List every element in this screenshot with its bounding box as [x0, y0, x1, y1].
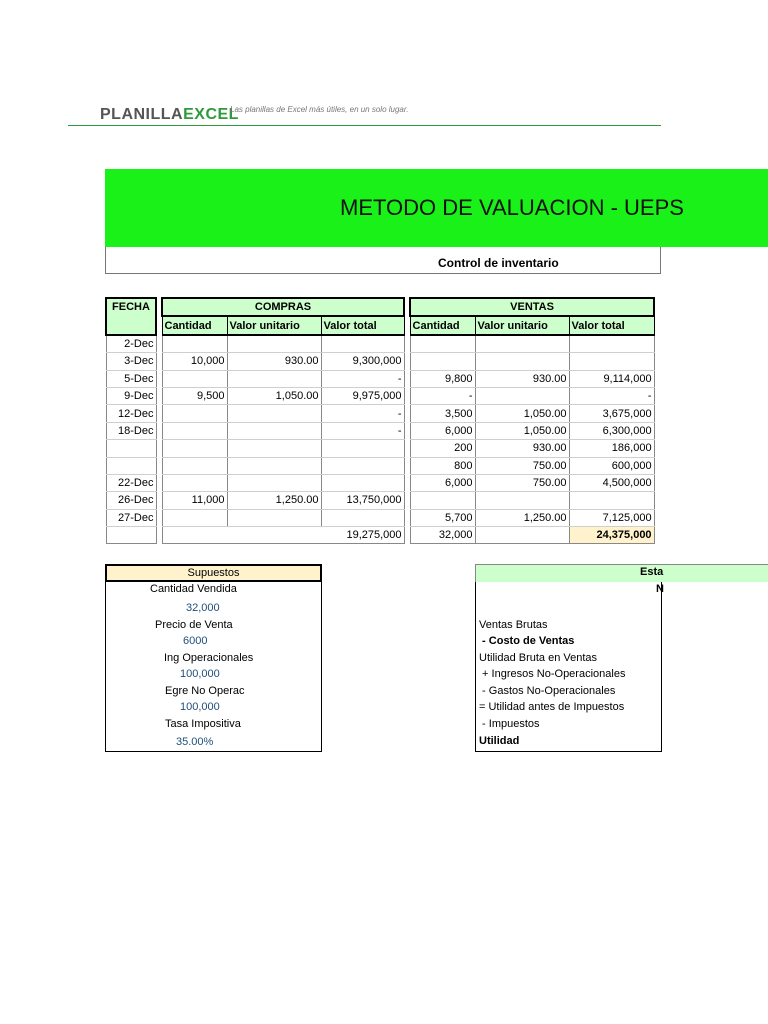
cell-v-cant: 800 [410, 457, 475, 474]
estado-utilidad-bruta: Utilidad Bruta en Ventas [479, 652, 598, 664]
cell-c-cant: 11,000 [162, 492, 227, 509]
cell-c-total: 9,975,000 [321, 387, 404, 404]
cell-fecha: 26-Dec [106, 492, 156, 509]
cell-fecha: 12-Dec [106, 405, 156, 422]
cell-v-unit: 930.00 [475, 370, 569, 387]
cell-fecha: 2-Dec [106, 335, 156, 353]
table-row [106, 474, 654, 491]
cell-c-cant [162, 440, 227, 457]
cell-c-total: - [321, 370, 404, 387]
totals-row [106, 527, 654, 544]
table-row [106, 405, 654, 422]
cell-v-total: 7,125,000 [569, 509, 654, 526]
compras-total-header: Valor total [321, 316, 404, 334]
inventory-table [105, 297, 655, 544]
cell-fecha: 5-Dec [106, 370, 156, 387]
cell-v-cant: 6,000 [410, 422, 475, 439]
totals-fecha [106, 527, 156, 544]
estado-gastos-no-op: - Gastos No-Operacionales [479, 685, 616, 697]
cell-fecha: 18-Dec [106, 422, 156, 439]
cell-c-total: - [321, 422, 404, 439]
estado-ventas-brutas: Ventas Brutas [479, 619, 548, 631]
cell-v-cant [410, 492, 475, 509]
cell-fecha: 9-Dec [106, 387, 156, 404]
cell-v-cant: 5,700 [410, 509, 475, 526]
cell-c-unit [227, 370, 321, 387]
compras-total-sum: 19,275,000 [162, 527, 404, 544]
sup-label-precio: Precio de Venta [155, 619, 233, 631]
cell-c-unit: 930.00 [227, 353, 321, 370]
cell-v-cant [410, 353, 475, 370]
estado-utilidad-antes-impuestos: = Utilidad antes de Impuestos [479, 701, 625, 713]
cell-c-cant: 10,000 [162, 353, 227, 370]
cell-v-total [569, 353, 654, 370]
cell-c-unit [227, 422, 321, 439]
cell-v-unit: 750.00 [475, 474, 569, 491]
cell-v-total [569, 492, 654, 509]
sup-label-tasa: Tasa Impositiva [165, 718, 241, 730]
cell-c-unit [227, 457, 321, 474]
cell-c-cant [162, 474, 227, 491]
table-subheader-row [106, 316, 654, 334]
cell-fecha: 3-Dec [106, 353, 156, 370]
cell-c-total [321, 474, 404, 491]
cell-v-total [569, 335, 654, 353]
cell-c-unit [227, 440, 321, 457]
compras-cantidad-header: Cantidad [162, 316, 227, 334]
cell-fecha [106, 440, 156, 457]
table-row [106, 335, 654, 353]
cell-v-total: 600,000 [569, 457, 654, 474]
cell-c-cant [162, 405, 227, 422]
cell-v-unit: 1,050.00 [475, 422, 569, 439]
cell-v-cant: 200 [410, 440, 475, 457]
brand-logo [100, 106, 239, 124]
table-row [106, 440, 654, 457]
cell-c-cant: 9,500 [162, 387, 227, 404]
cell-v-unit [475, 492, 569, 509]
cell-v-total: 9,114,000 [569, 370, 654, 387]
ventas-cantidad-header: Cantidad [410, 316, 475, 334]
ventas-total-sum: 24,375,000 [569, 527, 654, 544]
cell-v-unit: 1,250.00 [475, 509, 569, 526]
estado-subheader: N [656, 583, 664, 595]
cell-c-total: - [321, 405, 404, 422]
estado-header-band [475, 564, 768, 582]
cell-c-total: 13,750,000 [321, 492, 404, 509]
table-header-row [106, 298, 654, 316]
cell-c-unit [227, 509, 321, 526]
cell-c-total: 9,300,000 [321, 353, 404, 370]
brand-part1: PLANILLA [100, 106, 184, 123]
cell-c-unit [227, 405, 321, 422]
cell-v-unit: 750.00 [475, 457, 569, 474]
estado-costo-ventas: - Costo de Ventas [479, 635, 575, 647]
cell-v-cant: 9,800 [410, 370, 475, 387]
cell-c-unit: 1,250.00 [227, 492, 321, 509]
compras-header: COMPRAS [162, 298, 404, 316]
cell-v-total: - [569, 387, 654, 404]
cell-c-cant [162, 370, 227, 387]
sup-value-tasa: 35.00% [176, 736, 214, 748]
cell-v-total: 3,675,000 [569, 405, 654, 422]
sup-label-egre: Egre No Operac [165, 685, 245, 697]
cell-v-unit: 1,050.00 [475, 405, 569, 422]
ventas-cantidad-sum: 32,000 [410, 527, 475, 544]
page-subtitle: Control de inventario [438, 256, 559, 270]
estado-header: Esta [640, 566, 664, 578]
table-row [106, 457, 654, 474]
cell-c-cant [162, 509, 227, 526]
cell-c-total [321, 440, 404, 457]
subtitle-box [105, 247, 661, 274]
sup-value-precio: 6000 [183, 635, 208, 647]
compras-unitario-header: Valor unitario [227, 316, 321, 334]
cell-c-unit [227, 474, 321, 491]
sup-label-cantidad: Cantidad Vendida [150, 583, 237, 595]
sup-label-ing: Ing Operacionales [164, 652, 254, 664]
brand-part2: EXCEL [183, 106, 239, 123]
cell-c-total [321, 335, 404, 353]
cell-v-total: 6,300,000 [569, 422, 654, 439]
cell-v-unit [475, 335, 569, 353]
table-row [106, 509, 654, 526]
ventas-unitario-sum [475, 527, 569, 544]
cell-c-unit: 1,050.00 [227, 387, 321, 404]
cell-c-total [321, 509, 404, 526]
ventas-header: VENTAS [410, 298, 654, 316]
cell-c-cant [162, 422, 227, 439]
estado-impuestos: - Impuestos [479, 718, 540, 730]
sup-value-cantidad: 32,000 [186, 602, 220, 614]
cell-v-total: 186,000 [569, 440, 654, 457]
table-row [106, 370, 654, 387]
brand-tagline: Las planillas de Excel más útiles, en un solo lugar. [230, 105, 409, 114]
cell-c-unit [227, 335, 321, 353]
page-title: METODO DE VALUACION - UEPS [340, 195, 684, 220]
cell-v-cant [410, 335, 475, 353]
fecha-header: FECHA [106, 298, 156, 335]
table-row [106, 387, 654, 404]
cell-c-cant [162, 457, 227, 474]
brand-divider [68, 125, 661, 126]
cell-fecha [106, 457, 156, 474]
cell-c-cant [162, 335, 227, 353]
sup-value-egre: 100,000 [180, 701, 220, 713]
cell-fecha: 27-Dec [106, 509, 156, 526]
ventas-total-header: Valor total [569, 316, 654, 334]
ventas-unitario-header: Valor unitario [475, 316, 569, 334]
cell-v-unit [475, 387, 569, 404]
estado-ingresos-no-op: + Ingresos No-Operacionales [479, 668, 626, 680]
sup-value-ing: 100,000 [180, 668, 220, 680]
cell-c-total [321, 457, 404, 474]
table-row [106, 492, 654, 509]
cell-v-cant: - [410, 387, 475, 404]
table-row [106, 422, 654, 439]
cell-v-unit: 930.00 [475, 440, 569, 457]
cell-v-cant: 3,500 [410, 405, 475, 422]
cell-v-cant: 6,000 [410, 474, 475, 491]
cell-v-unit [475, 353, 569, 370]
table-row [106, 353, 654, 370]
estado-utilidad: Utilidad [479, 735, 520, 747]
cell-v-total: 4,500,000 [569, 474, 654, 491]
supuestos-header: Supuestos [105, 564, 322, 582]
cell-fecha: 22-Dec [106, 474, 156, 491]
